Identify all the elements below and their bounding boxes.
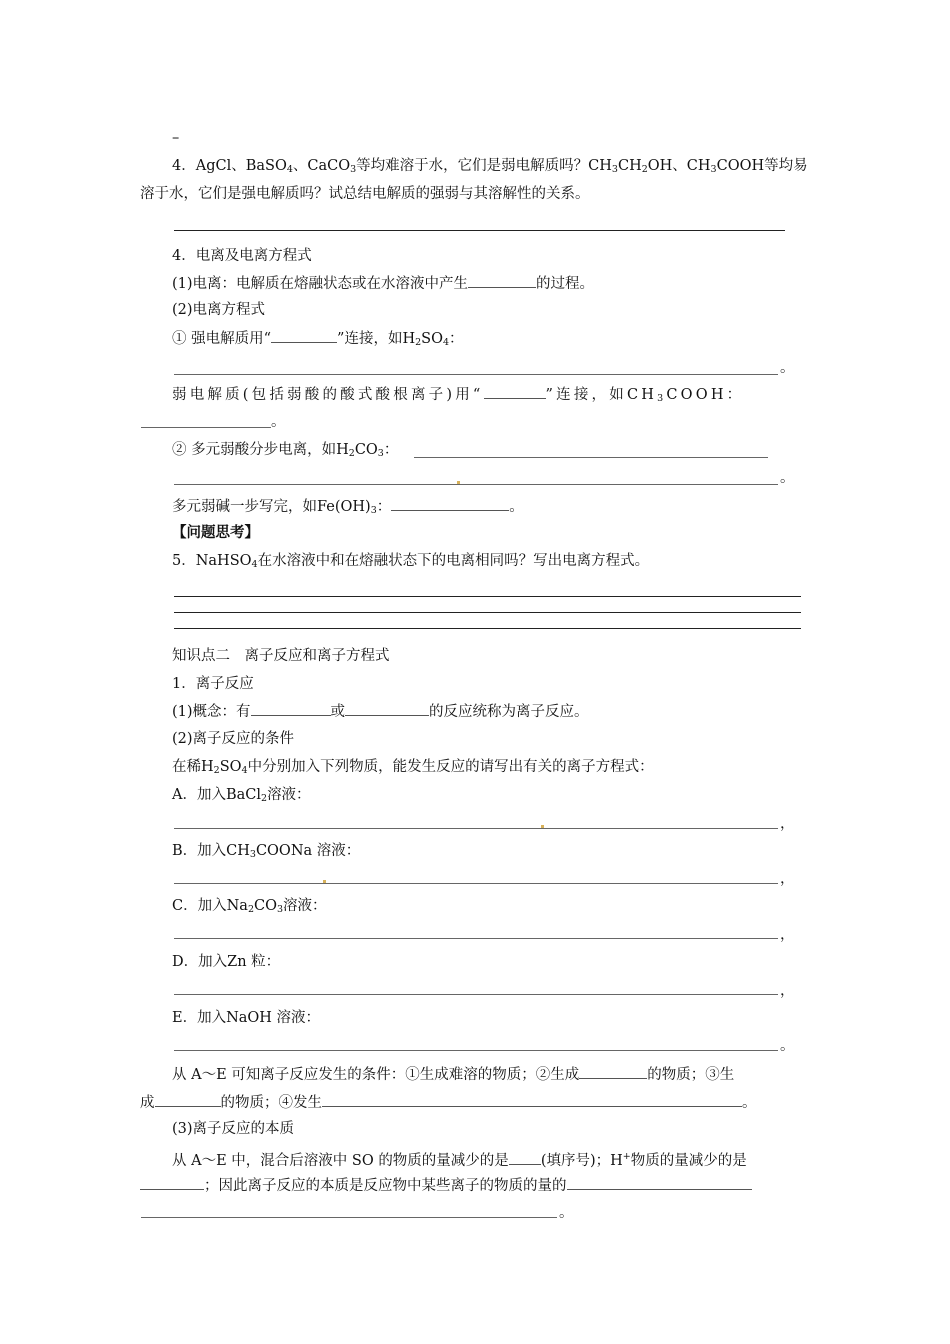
item-c: C．加入$Na_2CO_3$溶液：: [172, 898, 327, 915]
item-e: E．加入NaOH 溶液：: [172, 1010, 321, 1026]
answer-line: [174, 938, 778, 939]
end-period: 。: [780, 470, 795, 486]
essence-heading: (3)离子反应的本质: [172, 1121, 295, 1137]
fill-blank[interactable]: [345, 701, 429, 716]
fill-blank[interactable]: [391, 496, 509, 511]
ionization-definition: (1)电离：电解质在熔融状态或在水溶液中产生 的过程。: [172, 273, 594, 294]
answer-line: [141, 1217, 557, 1218]
item-d: D．加入Zn 粒：: [172, 954, 281, 970]
end-period: 。: [780, 1038, 795, 1054]
essence-line-2: ；因此离子反应的本质是反应物中某些离子的物质的量的: [140, 1175, 752, 1196]
section2-title: 知识点二 离子反应和离子方程式: [172, 648, 390, 664]
conclusion-line-2: 成 的物质；④发生 。: [140, 1092, 757, 1113]
end-comma: ，: [780, 983, 795, 999]
condition-heading: (2)离子反应的条件: [172, 731, 295, 747]
weak-electrolyte-line: 弱电解质(包括弱酸的酸式酸根离子)用“ ”连接，如$CH_3COOH$：: [172, 384, 744, 409]
fill-blank[interactable]: [468, 273, 536, 288]
fill-blank[interactable]: [509, 1150, 541, 1165]
end-period: 。: [271, 414, 286, 430]
fill-blank[interactable]: [251, 701, 331, 716]
end-period: 。: [780, 360, 795, 376]
end-comma: ，: [780, 927, 795, 943]
fill-blank[interactable]: [484, 384, 546, 399]
strong-electrolyte-line: ① 强电解质用“ ”连接，如$H_2SO_4$：: [172, 328, 464, 353]
fill-blank[interactable]: [271, 328, 337, 343]
equation-heading: (2)电离方程式: [172, 302, 266, 318]
item-b: B．加入$CH_3COONa$ 溶液：: [172, 843, 361, 860]
answer-line: [174, 230, 785, 231]
section2-sub1: 1．离子反应: [172, 676, 254, 692]
fill-blank[interactable]: [322, 1092, 742, 1107]
answer-line: [174, 484, 778, 485]
reaction-intro: 在稀$H_2SO_4$中分别加入下列物质，能发生反应的请写出有关的离子方程式：: [172, 759, 654, 776]
answer-line: [414, 457, 768, 458]
ionization-heading: 4．电离及电离方程式: [172, 248, 312, 264]
fill-blank[interactable]: [155, 1092, 221, 1107]
answer-line: [174, 883, 778, 884]
answer-line: [174, 596, 801, 597]
scan-speck: [457, 481, 460, 484]
answer-line: [174, 828, 778, 829]
polybasic-base-line: 多元弱碱一步写完，如$Fe(OH)_3$： 。: [172, 496, 524, 521]
concept-line: (1)概念：有 或 的反应统称为离子反应。: [172, 701, 589, 722]
answer-line: [174, 1050, 778, 1051]
stray-marker: –: [172, 130, 180, 146]
answer-line: [174, 994, 778, 995]
end-period: 。: [559, 1205, 574, 1221]
answer-line: [174, 612, 801, 613]
think-label: 【问题思考】: [172, 524, 259, 541]
item-a: A．加入BaCl$_2$溶液：: [172, 787, 311, 804]
scan-speck: [323, 880, 326, 883]
end-comma: ，: [780, 871, 795, 887]
essence-line-1: 从 A～E 中，混合后溶液中 SO 的物质的量减少的是 (填序号)；H+物质的量减少的是: [172, 1151, 747, 1169]
polyprotic-acid-line: ② 多元弱酸分步电离，如$H_2CO_3$：: [172, 442, 399, 459]
scan-speck: [541, 825, 544, 828]
answer-line: [174, 628, 801, 629]
fill-blank[interactable]: [140, 1175, 204, 1190]
fill-blank[interactable]: [579, 1064, 647, 1079]
q4-line-2: 溶于水，它们是强电解质吗？试总结电解质的强弱与其溶解性的关系。: [140, 186, 590, 202]
answer-line: [141, 427, 271, 428]
answer-line: [174, 374, 778, 375]
q5-line: 5．NaHSO$_4$在水溶液中和在熔融状态下的电离相同吗？写出电离方程式。: [172, 553, 650, 570]
end-comma: ，: [780, 816, 795, 832]
q4-line-1: 4．AgCl、BaSO$_4$、CaCO$_3$等均难溶于水，它们是弱电解质吗？$CH_3CH_2OH$、$CH_3COOH$等均易: [172, 158, 808, 175]
fill-blank[interactable]: [567, 1175, 752, 1190]
conclusion-line-1: 从 A～E 可知离子反应发生的条件：①生成难溶的物质；②生成 的物质；③生: [172, 1064, 734, 1085]
